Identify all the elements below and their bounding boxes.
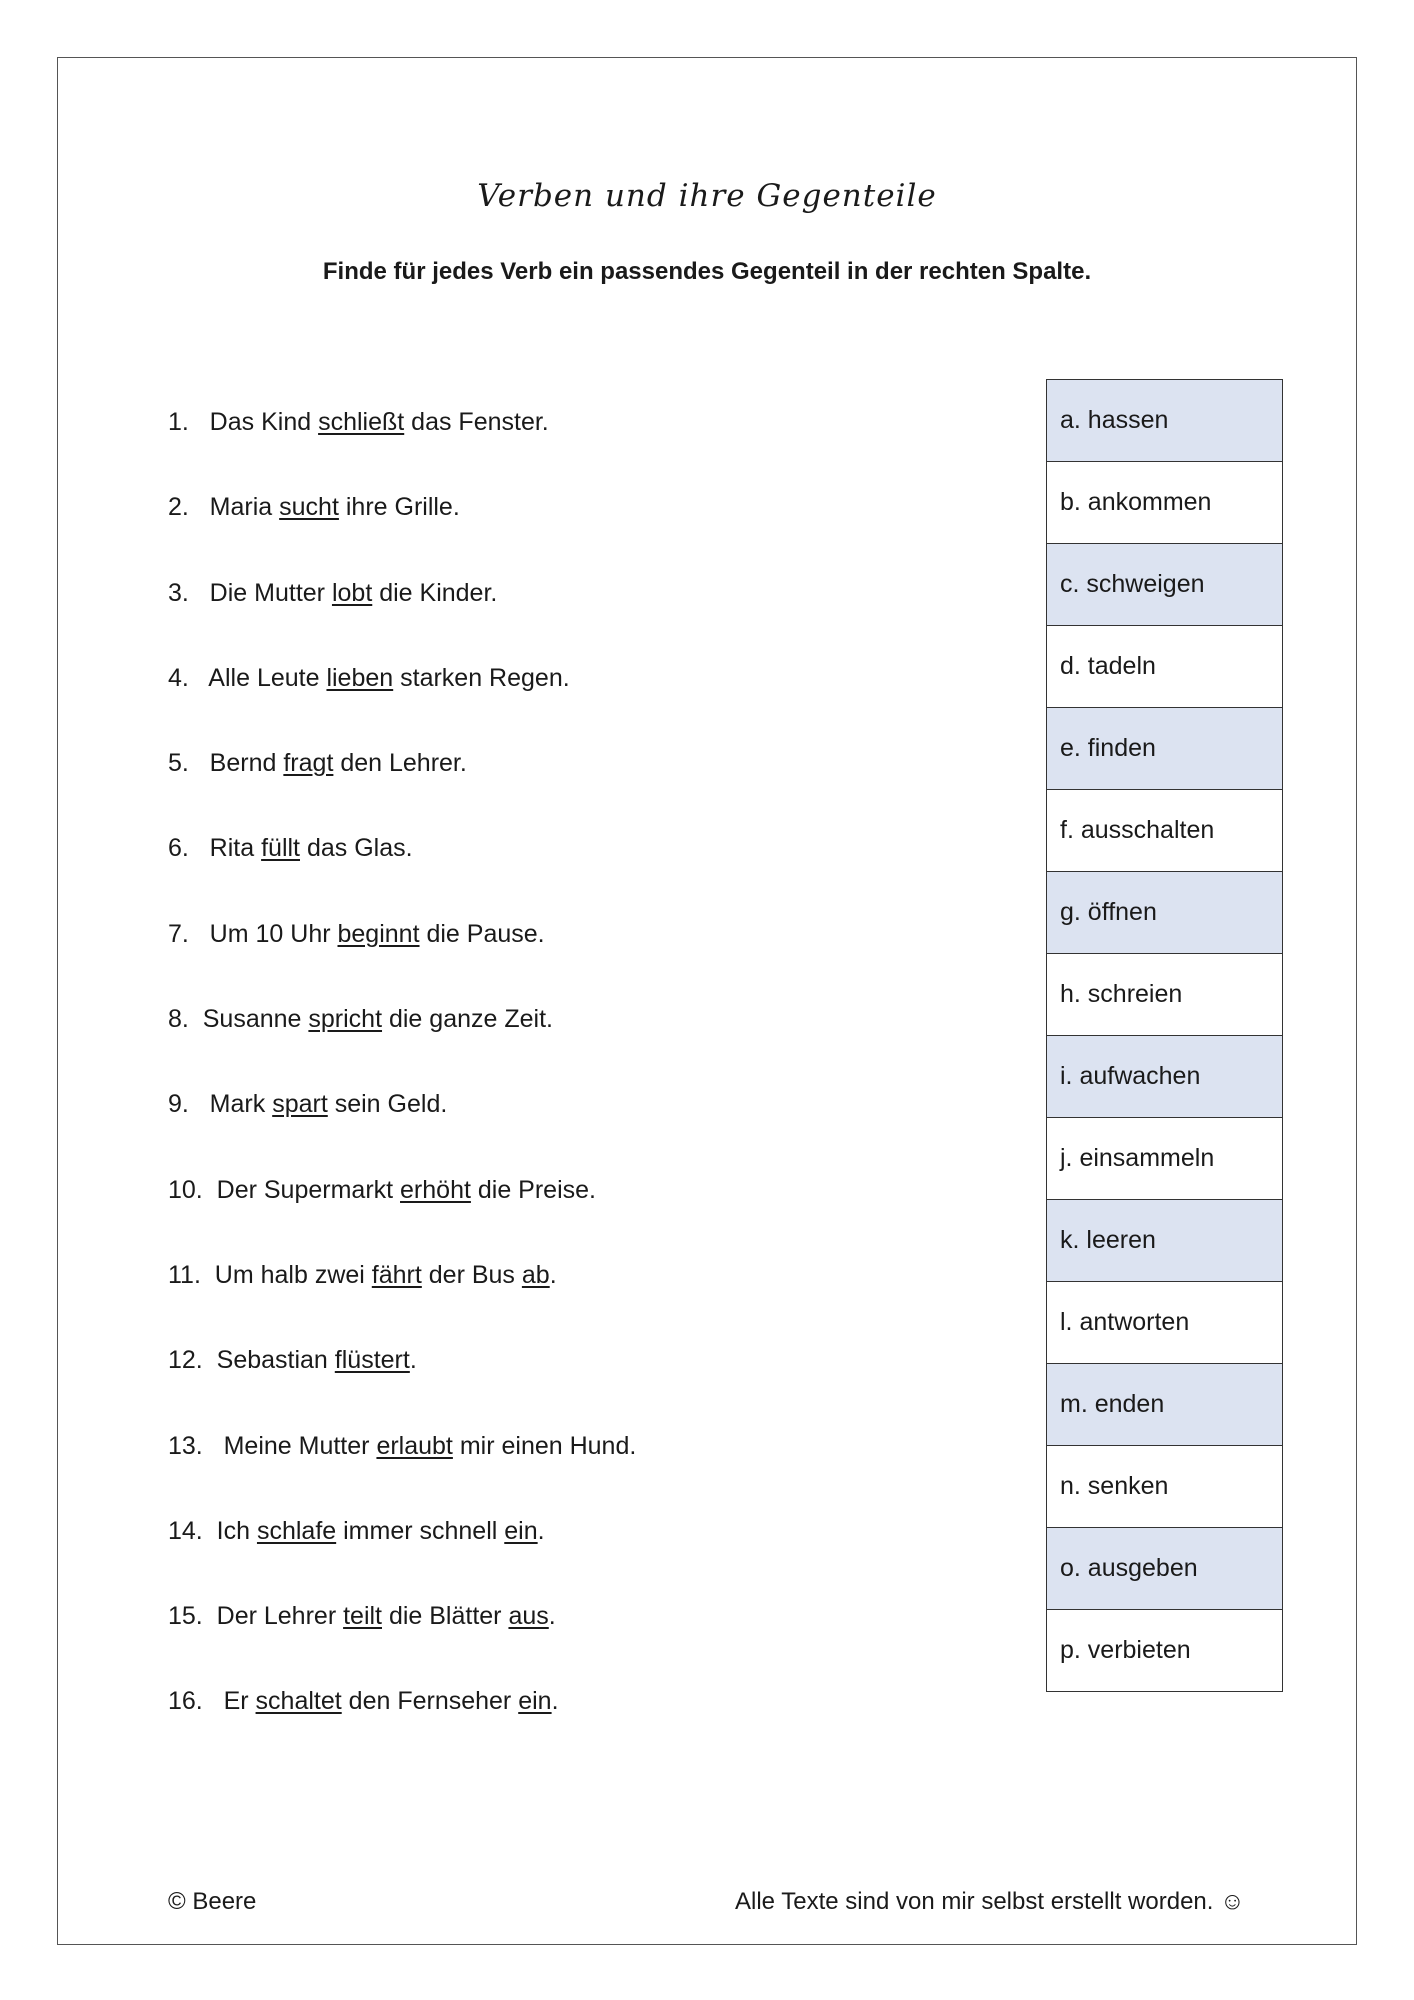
- sentence-list: [168, 380, 1018, 1745]
- sentence-item: [168, 380, 1018, 465]
- sentence-text: 10. Der Supermarkt: [168, 1175, 401, 1204]
- sentence-text: 14. Ich: [168, 1516, 257, 1545]
- sentence-text: 9. Mark: [168, 1090, 273, 1119]
- sentence-text: 8. Susanne: [168, 1005, 309, 1034]
- answer-cell: g. öffnen: [1047, 872, 1283, 954]
- answer-cell: o. ausgeben: [1047, 1528, 1283, 1610]
- answer-cell: b. ankommen: [1047, 462, 1283, 544]
- answer-row: [1047, 1200, 1283, 1282]
- sentence-item: [168, 721, 1018, 806]
- sentence-item: [168, 465, 1018, 550]
- sentence-text: 7. Um 10 Uhr: [168, 919, 338, 948]
- answer-cell: h. schreien: [1047, 954, 1283, 1036]
- answer-column: [1046, 379, 1283, 1692]
- answer-row: [1047, 708, 1283, 790]
- sentence-text: die Blätter: [382, 1602, 509, 1631]
- sentence-text: die Preise.: [470, 1175, 596, 1204]
- answer-row: [1047, 1610, 1283, 1692]
- sentence-text: 1. Das Kind: [168, 408, 319, 436]
- sentence-text: 6. Rita: [168, 834, 262, 863]
- underlined-verb: füllt: [261, 834, 300, 863]
- sentence-text: 11. Um halb zwei: [168, 1260, 372, 1289]
- sentence-item: [168, 1148, 1018, 1233]
- underlined-verb: schlafe: [256, 1516, 337, 1545]
- underlined-verb: ab: [521, 1260, 550, 1289]
- underlined-verb: erhöht: [400, 1175, 471, 1204]
- answer-row: [1047, 1364, 1283, 1446]
- sentence-text: 16. Er: [168, 1687, 256, 1716]
- answer-cell: p. verbieten: [1047, 1610, 1283, 1692]
- sentence-text: 4. Alle Leute: [168, 663, 327, 692]
- sentence-text: der Bus: [421, 1260, 522, 1289]
- underlined-verb: teilt: [343, 1602, 382, 1631]
- answer-cell: j. einsammeln: [1047, 1118, 1283, 1200]
- answer-cell: k. leeren: [1047, 1200, 1283, 1282]
- sentence-item: [168, 1574, 1018, 1659]
- sentence-item: [168, 1404, 1018, 1489]
- footer-note: Alle Texte sind von mir selbst erstellt worden. ☺: [735, 1888, 1245, 1915]
- answer-row: [1047, 544, 1283, 626]
- sentence-text: starken Regen.: [393, 663, 570, 692]
- sentence-text: die ganze Zeit.: [382, 1005, 553, 1034]
- answer-row: [1047, 462, 1283, 544]
- footer-copyright: © Beere: [168, 1888, 257, 1915]
- sentence-text: ihre Grille.: [338, 493, 460, 522]
- answer-row: [1047, 1282, 1283, 1364]
- sentence-item: [168, 806, 1018, 891]
- answer-row: [1047, 1528, 1283, 1610]
- answer-row: [1047, 954, 1283, 1036]
- answer-row: [1047, 790, 1283, 872]
- sentence-text: die Kinder.: [372, 578, 498, 607]
- sentence-item: [168, 1489, 1018, 1574]
- answer-cell: n. senken: [1047, 1446, 1283, 1528]
- answer-cell: c. schweigen: [1047, 544, 1283, 626]
- sentence-text: .: [549, 1260, 557, 1289]
- answer-cell: i. aufwachen: [1047, 1036, 1283, 1118]
- underlined-verb: lieben: [326, 663, 394, 692]
- sentence-text: immer schnell: [336, 1516, 505, 1545]
- sentence-item: [168, 636, 1018, 721]
- answer-cell: f. ausschalten: [1047, 790, 1283, 872]
- sentence-item: [168, 977, 1018, 1062]
- sentence-item: [168, 1062, 1018, 1147]
- sentence-text: .: [409, 1346, 417, 1375]
- worksheet-title: Verben und ihre Gegenteile: [477, 178, 937, 214]
- answer-cell: a. hassen: [1047, 380, 1283, 462]
- sentence-text: 13. Meine Mutter: [168, 1431, 377, 1460]
- underlined-verb: spart: [272, 1090, 328, 1119]
- underlined-verb: lobt: [331, 578, 373, 607]
- sentence-item: [168, 1233, 1018, 1318]
- sentence-text: 12. Sebastian: [168, 1346, 335, 1375]
- sentence-text: 3. Die Mutter: [168, 578, 332, 607]
- sentence-item: [168, 551, 1018, 636]
- sentence-text: den Fernseher: [341, 1687, 519, 1716]
- answer-row: [1047, 380, 1283, 462]
- underlined-verb: flüstert: [334, 1346, 410, 1375]
- underlined-verb: schließt: [318, 408, 405, 436]
- underlined-verb: fährt: [371, 1260, 422, 1289]
- sentence-text: .: [537, 1516, 545, 1545]
- answer-cell: d. tadeln: [1047, 626, 1283, 708]
- answer-cell: e. finden: [1047, 708, 1283, 790]
- underlined-verb: ein: [518, 1687, 552, 1716]
- underlined-verb: schaltet: [255, 1687, 342, 1716]
- sentence-item: [168, 1318, 1018, 1403]
- underlined-verb: sucht: [279, 493, 339, 522]
- sentence-text: .: [551, 1687, 559, 1716]
- worksheet-instruction: Finde für jedes Verb ein passendes Gegenteil in der rechten Spalte.: [322, 258, 1092, 285]
- underlined-verb: beginnt: [337, 919, 420, 948]
- underlined-verb: aus: [508, 1602, 549, 1631]
- answer-cell: l. antworten: [1047, 1282, 1283, 1364]
- underlined-verb: erlaubt: [376, 1431, 453, 1460]
- sentence-text: das Glas.: [300, 834, 413, 863]
- sentence-text: sein Geld.: [327, 1090, 448, 1119]
- sentence-text: 5. Bernd: [168, 749, 284, 778]
- answer-row: [1047, 872, 1283, 954]
- sentence-text: 15. Der Lehrer: [168, 1602, 344, 1631]
- sentence-text: die Pause.: [419, 919, 545, 948]
- underlined-verb: fragt: [283, 749, 334, 778]
- sentence-text: das Fenster.: [404, 408, 549, 436]
- sentence-text: den Lehrer.: [333, 749, 467, 778]
- sentence-text: 2. Maria: [168, 493, 280, 522]
- sentence-item: [168, 892, 1018, 977]
- sentence-item: [168, 1659, 1018, 1744]
- sentence-text: mir einen Hund.: [452, 1431, 637, 1460]
- underlined-verb: ein: [504, 1516, 538, 1545]
- answer-row: [1047, 626, 1283, 708]
- answer-row: [1047, 1036, 1283, 1118]
- answer-cell: m. enden: [1047, 1364, 1283, 1446]
- sentence-text: .: [548, 1602, 556, 1631]
- answer-row: [1047, 1118, 1283, 1200]
- underlined-verb: spricht: [308, 1005, 383, 1034]
- answer-row: [1047, 1446, 1283, 1528]
